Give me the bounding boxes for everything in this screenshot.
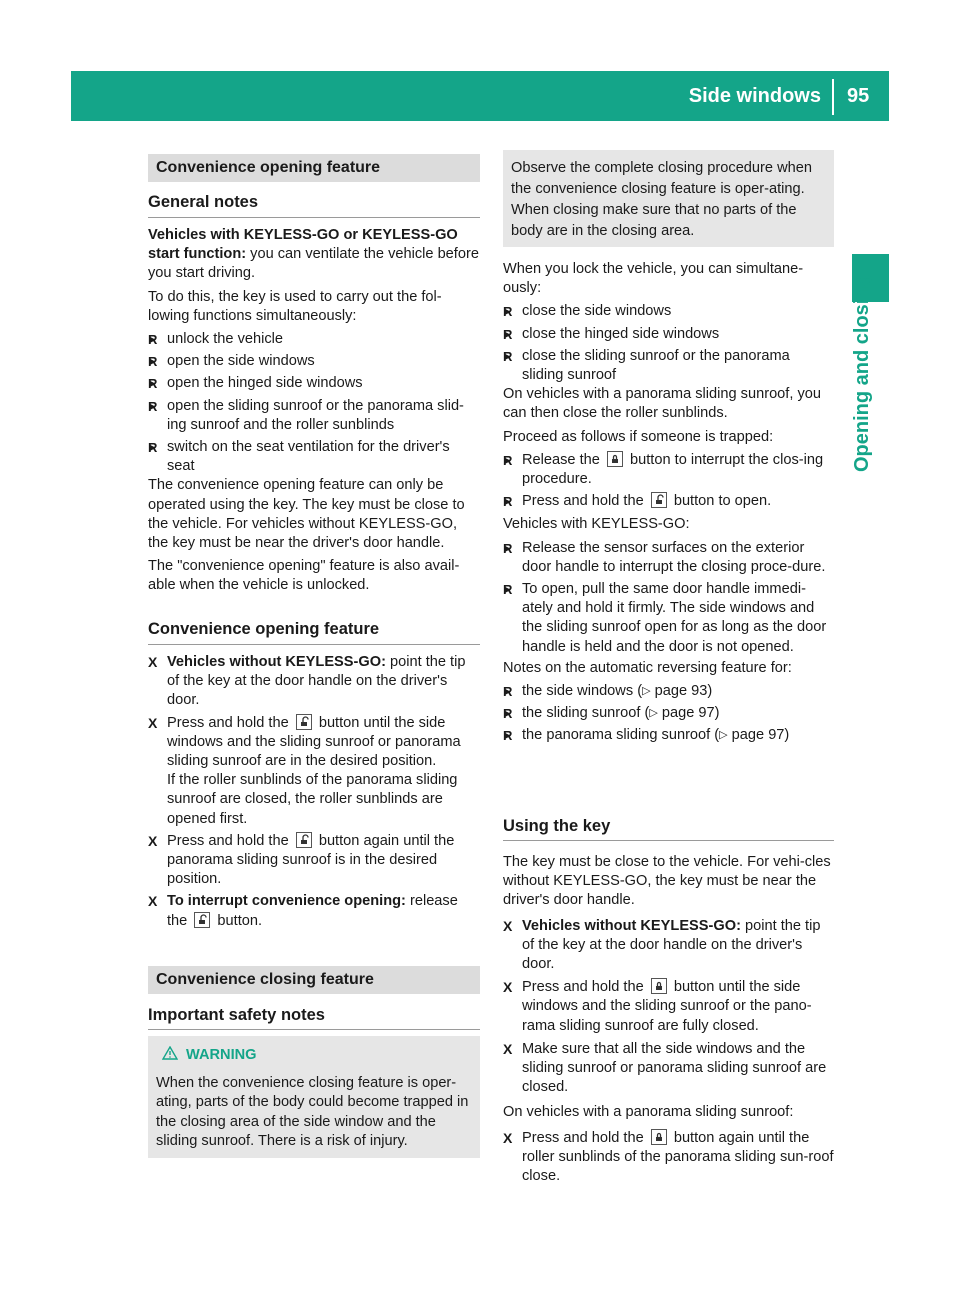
- step-text: Press and hold the: [167, 832, 289, 849]
- closing-body: [503, 260, 834, 746]
- warning-box: [148, 1036, 480, 1158]
- step-list: [503, 1129, 834, 1187]
- bullet-mark: ▸ R: [148, 332, 158, 348]
- step-text: button until the side windows and the sliding sunroof or panorama sliding sunroof are in the desired position.: [167, 714, 461, 770]
- step-text: point the tip of the key at the door handle on the driver's door.: [167, 654, 466, 709]
- bullet-list: [503, 539, 834, 657]
- step-arrow-icon: X: [503, 1040, 513, 1057]
- list-item-text: switch on the seat ventilation for the driver's seat: [167, 439, 450, 475]
- unlock-button-icon: [296, 714, 312, 730]
- bold-lead: Vehicles with KEYLESS-GO or KEYLESS-GO start function:: [148, 227, 458, 263]
- list-item: [503, 492, 834, 511]
- paragraph: The key must be close to the vehicle. For vehi-cles without KEYLESS-GO, the key must be near the driver's door handle.: [503, 854, 831, 909]
- list-item: [503, 302, 834, 321]
- step-text: the: [167, 912, 188, 929]
- page-reference-link[interactable]: page 97): [731, 727, 790, 744]
- step-item: [503, 917, 834, 975]
- list-item-text: open the side windows: [167, 353, 315, 370]
- warning-text: When the convenience closing feature is oper-ating, parts of the body could become trapped in the closing area of the side window and the sliding sunroof. There is a risk of injury.: [156, 1075, 469, 1149]
- step-item: [503, 1040, 834, 1098]
- list-item-text: Release the: [522, 451, 600, 468]
- paragraph: Vehicles with KEYLESS-GO:: [503, 516, 690, 533]
- page-ref-arrow-icon: ▷: [642, 685, 651, 698]
- bullet-mark: ▸ R: [503, 540, 513, 556]
- bullet-mark: ▸ R: [503, 684, 513, 700]
- step-text: Make sure that all the side windows and the sliding sunroof or panorama sliding sunroof are closed.: [522, 1040, 827, 1096]
- list-item-text: Press and hold the: [522, 493, 644, 510]
- step-text: Press and hold the: [522, 1129, 644, 1146]
- step-text: button until the side windows and the sliding sunroof or the pano-rama sliding sunroof are fully closed.: [522, 979, 812, 1034]
- bullet-mark: ▸ R: [503, 582, 513, 598]
- list-item: [148, 438, 480, 476]
- step-arrow-icon: X: [148, 832, 158, 849]
- heading-rule: [503, 840, 834, 841]
- list-item-text: button to interrupt the clos-ing procedure.: [522, 451, 824, 488]
- chapter-label-text: Opening and closing: [851, 274, 873, 472]
- step-item: [148, 892, 480, 930]
- step-list: [503, 917, 834, 1098]
- step-item: [503, 978, 834, 1036]
- opening-steps: [148, 653, 480, 931]
- section-heading-convenience-opening: [148, 154, 480, 182]
- step-list: [148, 653, 480, 931]
- paragraph: To do this, the key is used to carry out the fol-lowing functions simultaneously:: [148, 288, 442, 324]
- step-text: Press and hold the: [522, 979, 644, 996]
- lock-button-icon: [651, 1129, 667, 1145]
- unlock-button-icon: [194, 912, 210, 928]
- page-reference-link[interactable]: page 97): [661, 705, 720, 722]
- paragraph: On vehicles with a panorama sliding sunroof:: [503, 1104, 794, 1121]
- bullet-mark: ▸ R: [503, 452, 513, 468]
- reference-item[interactable]: [503, 704, 834, 723]
- step-arrow-icon: X: [503, 917, 513, 934]
- header-divider: [832, 79, 834, 115]
- list-item: [148, 330, 480, 349]
- section-heading-text: Convenience closing feature: [156, 971, 374, 988]
- page-ref-arrow-icon: ▷: [649, 707, 658, 720]
- step-arrow-icon: X: [503, 979, 513, 996]
- bullet-mark: ▸ R: [503, 304, 513, 320]
- note-text: Observe the complete closing procedure when the convenience closing feature is oper-ating. When closing make sure that no parts of the body are in the closing area.: [511, 160, 812, 239]
- section-heading-text: Convenience opening feature: [156, 159, 381, 176]
- step-arrow-icon: X: [148, 654, 158, 670]
- bold-lead: Vehicles without KEYLESS-GO:: [167, 654, 386, 670]
- paragraph-text: you can ventilate the vehicle before you start driving.: [148, 246, 479, 282]
- bullet-list: [503, 451, 834, 512]
- bullet-list: [148, 330, 480, 476]
- step-text: point the tip of the key at the door handle on the driver's door.: [522, 917, 821, 973]
- list-item-text: close the sliding sunroof or the panorama sliding sunroof: [522, 347, 790, 384]
- step-text: button again until the roller sunblinds of the panorama sliding sun-roof close.: [522, 1129, 834, 1185]
- paragraph: [148, 226, 480, 284]
- bold-lead: Vehicles without KEYLESS-GO:: [522, 917, 741, 934]
- page-ref-arrow-icon: ▷: [719, 729, 728, 742]
- heading-rule: [148, 644, 480, 645]
- bullet-mark: ▸ R: [148, 376, 158, 392]
- subheading-convenience-opening: Convenience opening feature: [148, 620, 380, 638]
- unlock-button-icon: [296, 832, 312, 848]
- list-item-text: close the hinged side windows: [522, 325, 720, 342]
- bullet-mark: ▸ R: [503, 326, 513, 342]
- step-text: Press and hold the: [167, 714, 289, 731]
- subheading-using-the-key: Using the key: [503, 817, 611, 835]
- step-item: [148, 653, 480, 711]
- paragraph: When you lock the vehicle, you can simultane-ously:: [503, 261, 804, 297]
- using-key-body: [503, 853, 834, 1186]
- bold-lead: To interrupt convenience opening:: [167, 893, 406, 910]
- step-item: [503, 1129, 834, 1187]
- reference-text: the sliding sunroof (: [522, 705, 650, 722]
- page-section-title: Side windows: [688, 85, 821, 107]
- reference-text: the panorama sliding sunroof (: [522, 727, 720, 744]
- step-item: [148, 832, 480, 890]
- bullet-mark: ▸ R: [148, 398, 158, 414]
- bullet-mark: ▸ R: [148, 440, 158, 456]
- step-text: button.: [217, 912, 263, 929]
- bullet-mark: ▸ R: [503, 728, 513, 744]
- list-item: [503, 539, 834, 577]
- lock-button-icon: [607, 451, 623, 467]
- section-heading-convenience-closing: [148, 966, 480, 994]
- heading-rule: [148, 217, 480, 218]
- unlock-button-icon: [651, 492, 667, 508]
- list-item: [503, 451, 834, 489]
- general-notes-body: [148, 226, 480, 596]
- bullet-mark: ▸ R: [148, 354, 158, 370]
- paragraph: The "convenience opening" feature is also avail-able when the vehicle is unlocked.: [148, 558, 460, 594]
- paragraph: On vehicles with a panorama sliding sunroof, you can then close the roller sunblinds.: [503, 386, 821, 422]
- step-arrow-icon: X: [148, 714, 158, 731]
- reference-list: [503, 682, 834, 746]
- list-item-text: close the side windows: [522, 303, 672, 320]
- lock-button-icon: [651, 978, 667, 994]
- list-item: [503, 580, 834, 657]
- list-item-text: To open, pull the same door handle immedi-ately and hold it firmly. The side windows and the sliding sunroof open for as long as the door handle is held and the door is not opened.: [522, 581, 827, 655]
- step-item: [148, 714, 480, 829]
- list-item: [503, 347, 834, 385]
- bullet-list: [503, 302, 834, 385]
- step-text: button again until the panorama sliding sunroof is in the desired position.: [167, 832, 455, 888]
- reference-text: the side windows (: [522, 683, 643, 700]
- list-item-text: button to open.: [673, 493, 772, 510]
- step-arrow-icon: X: [503, 1129, 513, 1146]
- list-item: [148, 397, 480, 435]
- paragraph: Notes on the automatic reversing feature for:: [503, 659, 792, 676]
- reference-item[interactable]: [503, 726, 834, 745]
- list-item-text: open the sliding sunroof or the panorama slid-ing sunroof and the roller sunblinds: [167, 397, 464, 433]
- bullet-mark: ▸ R: [503, 494, 513, 510]
- subheading-general-notes: General notes: [148, 193, 259, 211]
- list-item: [148, 352, 480, 371]
- list-item-text: Release the sensor surfaces on the exterior door handle to interrupt the closing proce-dure.: [522, 539, 826, 575]
- subheading-important-safety-notes: Important safety notes: [148, 1006, 325, 1024]
- note-box: [503, 150, 834, 247]
- step-arrow-icon: X: [148, 893, 158, 910]
- heading-rule: [148, 1029, 480, 1030]
- list-item: [148, 374, 480, 393]
- list-item-text: unlock the vehicle: [167, 331, 284, 348]
- warning-triangle-icon: [162, 1046, 178, 1060]
- paragraph: The convenience opening feature can only be operated using the key. The key must be close to the vehicle. For vehicles without KEYLESS-GO, the key must be near the driver's door handle.: [148, 477, 465, 552]
- bullet-mark: ▸ R: [503, 348, 513, 364]
- page-reference-link[interactable]: page 93): [654, 683, 713, 700]
- paragraph: Proceed as follows if someone is trapped:: [503, 428, 774, 445]
- list-item-text: open the hinged side windows: [167, 375, 363, 392]
- bullet-mark: ▸ R: [503, 706, 513, 722]
- step-text: If the roller sunblinds of the panorama sliding sunroof are closed, the roller sunblinds are opened first.: [167, 772, 458, 827]
- page-number: 95: [847, 85, 870, 107]
- warning-label: WARNING: [186, 1047, 257, 1063]
- list-item: [503, 325, 834, 344]
- warning-heading: [156, 1046, 472, 1065]
- reference-item[interactable]: [503, 682, 834, 701]
- chapter-side-label: [842, 274, 882, 472]
- step-text: release: [405, 893, 458, 910]
